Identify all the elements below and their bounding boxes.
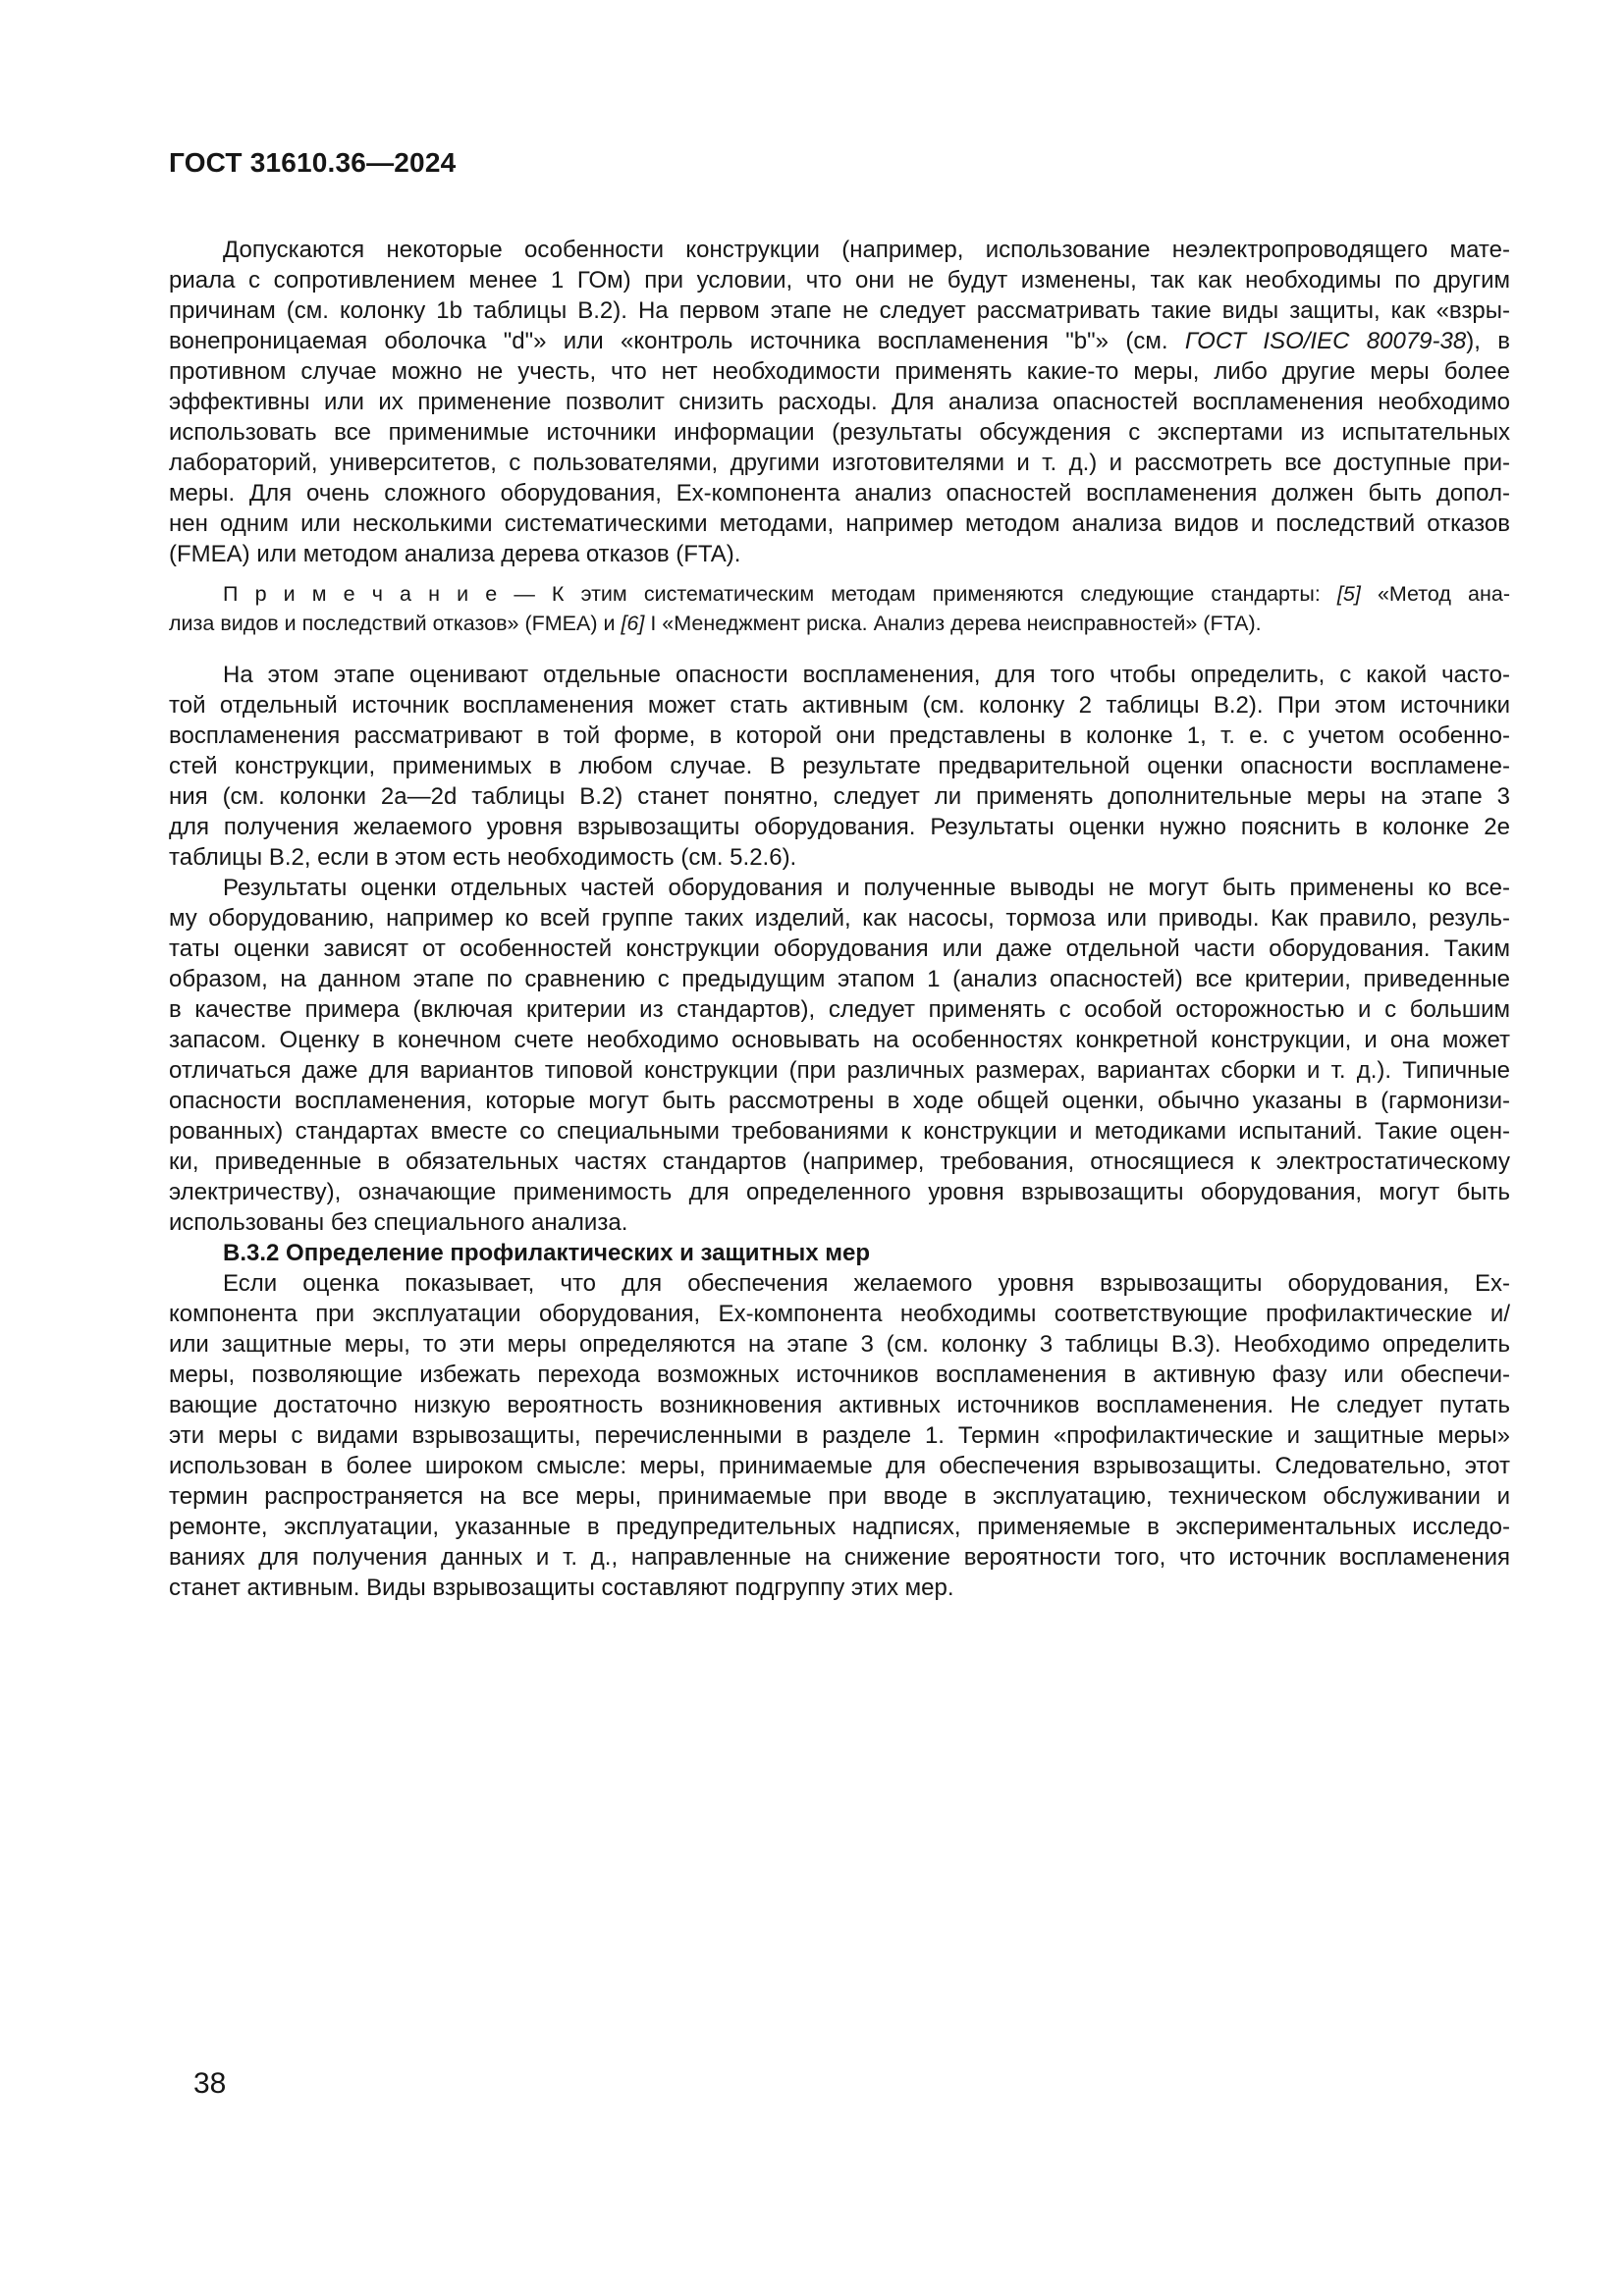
text-line: [169, 1420, 1510, 1451]
text-run: электричеству), означающие применимость для определенного уровня взрывозащиты оборудования, могут быть: [169, 1179, 1510, 1205]
text-run: причинам (см. колонку 1b таблицы В.2). На первом этапе не следует рассматривать такие виды защиты, как «взры-: [169, 297, 1510, 324]
text-run: I «Менеджмент риска. Анализ дерева неисправностей» (FTA).: [644, 612, 1262, 635]
text-run: эти меры с видами взрывозащиты, перечисленными в разделе 1. Термин «профилактические и защитные меры»: [169, 1422, 1510, 1449]
text-run: ремонте, эксплуатации, указанные в предупредительных надписях, применяемые в экспериментальных исследо-: [169, 1514, 1510, 1540]
text-run: риала с сопротивлением менее 1 ГОм) при условии, что они не будут изменены, так как необходимы по другим: [169, 267, 1510, 294]
text-line: [169, 812, 1510, 842]
page-number: 38: [193, 2067, 227, 2100]
text-line: [169, 478, 1510, 508]
text-line: [169, 1268, 1510, 1299]
text-run: таты оценки зависят от особенностей конструкции оборудования или даже отдельной части оборудования. Таким: [169, 935, 1510, 962]
text-run: отличаться даже для вариантов типовой конструкции (при различных размерах, вариантах сборки и т. д.). Типичные: [169, 1057, 1510, 1084]
text-line: [169, 751, 1510, 781]
text-run: таблицы В.2, если в этом есть необходимость (см. 5.2.6).: [169, 844, 797, 871]
text-line: [169, 326, 1510, 356]
text-run: образом, на данном этапе по сравнению с предыдущим этапом 1 (анализ опасностей) все критерии, приведенные: [169, 966, 1510, 992]
paragraph-design-features: [169, 235, 1510, 569]
text-run: противном случае можно не учесть, что нет необходимости применять какие-то меры, либо другие меры более: [169, 358, 1510, 385]
text-run: использован в более широком смысле: меры, принимаемые для обеспечения взрывозащиты. Следовательно, этот: [169, 1453, 1510, 1479]
paragraph-preventive-measures: [169, 1268, 1510, 1603]
text-run: Если оценка показывает, что для обеспечения желаемого уровня взрывозащиты оборудования, Ех-: [223, 1270, 1510, 1297]
text-line: [169, 579, 1510, 609]
text-run: нен одним или несколькими систематическими методами, например методом анализа видов и последствий отказов: [169, 510, 1510, 537]
text-line: [169, 265, 1510, 295]
paragraph-ignition-assessment: [169, 660, 1510, 873]
text-run: в качестве примера (включая критерии из стандартов), следует применять с особой осторожностью и с большим: [169, 996, 1510, 1023]
text-run: П р и м е ч а н и е — К этим систематическим методам применяются следующие стандарты:: [223, 582, 1337, 606]
text-run: меры, позволяющие избежать перехода возможных источников воспламенения в активную фазу или обеспечи-: [169, 1362, 1510, 1388]
text-run: ваниях для получения данных и т. д., направленные на снижение вероятности того, что источник воспламенения: [169, 1544, 1510, 1571]
text-line: [169, 660, 1510, 690]
text-line: [169, 1390, 1510, 1420]
text-line: [169, 356, 1510, 387]
text-run: ния (см. колонки 2а—2d таблицы В.2) станет понятно, следует ли применять дополнительные меры на этапе 3: [169, 783, 1510, 810]
text-line: [169, 1299, 1510, 1329]
text-run: той отдельный источник воспламенения может стать активным (см. колонку 2 таблицы В.2). При этом источники: [169, 692, 1510, 719]
text-line: [169, 1573, 1510, 1603]
text-run: стей конструкции, применимых в любом случае. В результате предварительной оценки опасности воспламене-: [169, 753, 1510, 779]
text-line: [169, 417, 1510, 448]
subsection-heading-b32: В.3.2 Определение профилактических и защитных мер: [223, 1240, 871, 1266]
text-line: [169, 508, 1510, 539]
text-run: Результаты оценки отдельных частей оборудования и полученные выводы не могут быть применены ко все-: [223, 875, 1510, 901]
text-line: [169, 609, 1510, 638]
text-line: [169, 964, 1510, 994]
text-run: станет активным. Виды взрывозащиты составляют подгруппу этих мер.: [169, 1575, 954, 1601]
italic-text-run: [6]: [621, 612, 645, 635]
text-run: На этом этапе оценивают отдельные опасности воспламенения, для того чтобы определить, с какой часто-: [223, 662, 1510, 688]
text-run: му оборудованию, например ко всей группе таких изделий, как насосы, тормоза или приводы. Как правило, резуль-: [169, 905, 1510, 932]
text-run: или защитные меры, то эти меры определяются на этапе 3 (см. колонку 3 таблицы В.3). Необходимо определить: [169, 1331, 1510, 1358]
document-body: [169, 235, 1510, 1603]
text-run: использовать все применимые источники информации (результаты обсуждения с экспертами из испытательных: [169, 419, 1510, 446]
text-run: компонента при эксплуатации оборудования, Ех-компонента необходимы соответствующие профилактические и/: [169, 1301, 1510, 1327]
text-line: [169, 448, 1510, 478]
text-run: ки, приведенные в обязательных частях стандартов (например, требования, относящиеся к электростатическому: [169, 1148, 1510, 1175]
text-line: [169, 994, 1510, 1025]
italic-text-run: ГОСТ ISO/IEC 80079-38: [1184, 328, 1467, 354]
text-run: термин распространяется на все меры, принимаемые при вводе в эксплуатацию, техническом обслуживании и: [169, 1483, 1510, 1510]
text-run: запасом. Оценку в конечном счете необходимо основывать на особенностях конкретной конструкции, и она может: [169, 1027, 1510, 1053]
text-run: вонепроницаемая оболочка "d"» или «контроль источника воспламенения "b"» (см.: [169, 328, 1185, 354]
text-line: [169, 1512, 1510, 1542]
text-line: [169, 690, 1510, 721]
text-line: [169, 295, 1510, 326]
text-line: [169, 781, 1510, 812]
paragraph-assessment-results: [169, 873, 1510, 1238]
text-run: (FMEA) или методом анализа дерева отказов (FTA).: [169, 541, 741, 567]
text-line: [169, 235, 1510, 265]
text-run: «Метод ана-: [1360, 582, 1510, 606]
text-line: [169, 873, 1510, 903]
text-line: [169, 539, 1510, 569]
text-run: лиза видов и последствий отказов» (FMEA) и: [169, 612, 622, 635]
standard-number-header: ГОСТ 31610.36—2024: [169, 147, 457, 178]
text-run: использованы без специального анализа.: [169, 1209, 628, 1236]
text-line: [169, 934, 1510, 964]
text-line: [169, 1542, 1510, 1573]
text-line: [169, 1147, 1510, 1177]
text-line: [169, 1116, 1510, 1147]
text-line: [169, 1177, 1510, 1207]
text-run: вающие достаточно низкую вероятность возникновения активных источников воспламенения. Не следует путать: [169, 1392, 1510, 1418]
text-run: для получения желаемого уровня взрывозащиты оборудования. Результаты оценки нужно пояснить в колонке 2е: [169, 814, 1510, 840]
text-run: меры. Для очень сложного оборудования, Ех-компонента анализ опасностей воспламенения должен быть допол-: [169, 480, 1510, 507]
text-line: [169, 842, 1510, 873]
text-run: рованных) стандартах вместе со специальными требованиями к конструкции и методиками испытаний. Такие оцен-: [169, 1118, 1510, 1145]
text-run: ), в: [1466, 328, 1510, 354]
text-run: эффективны или их применение позволит снизить расходы. Для анализа опасностей воспламенения необходимо: [169, 389, 1510, 415]
text-line: [169, 721, 1510, 751]
text-line: [169, 903, 1510, 934]
text-line: [169, 387, 1510, 417]
note-block: [169, 579, 1510, 638]
text-run: воспламенения рассматривают в той форме, в которой они представлены в колонке 1, т. е. с учетом особенно-: [169, 722, 1510, 749]
text-line: [169, 1055, 1510, 1086]
text-line: [169, 1360, 1510, 1390]
text-line: [169, 1481, 1510, 1512]
text-run: лабораторий, университетов, с пользователями, другими изготовителями и т. д.) и рассмотреть все доступные при-: [169, 450, 1510, 476]
text-line: [169, 1086, 1510, 1116]
italic-text-run: [5]: [1336, 582, 1361, 606]
text-line: [169, 1207, 1510, 1238]
text-line: [169, 1329, 1510, 1360]
text-line: [169, 1025, 1510, 1055]
text-line: [169, 1451, 1510, 1481]
text-run: Допускаются некоторые особенности конструкции (например, использование неэлектропроводящего мате-: [223, 237, 1510, 263]
text-run: опасности воспламенения, которые могут быть рассмотрены в ходе общей оценки, обычно указаны в (гармонизи-: [169, 1088, 1510, 1114]
